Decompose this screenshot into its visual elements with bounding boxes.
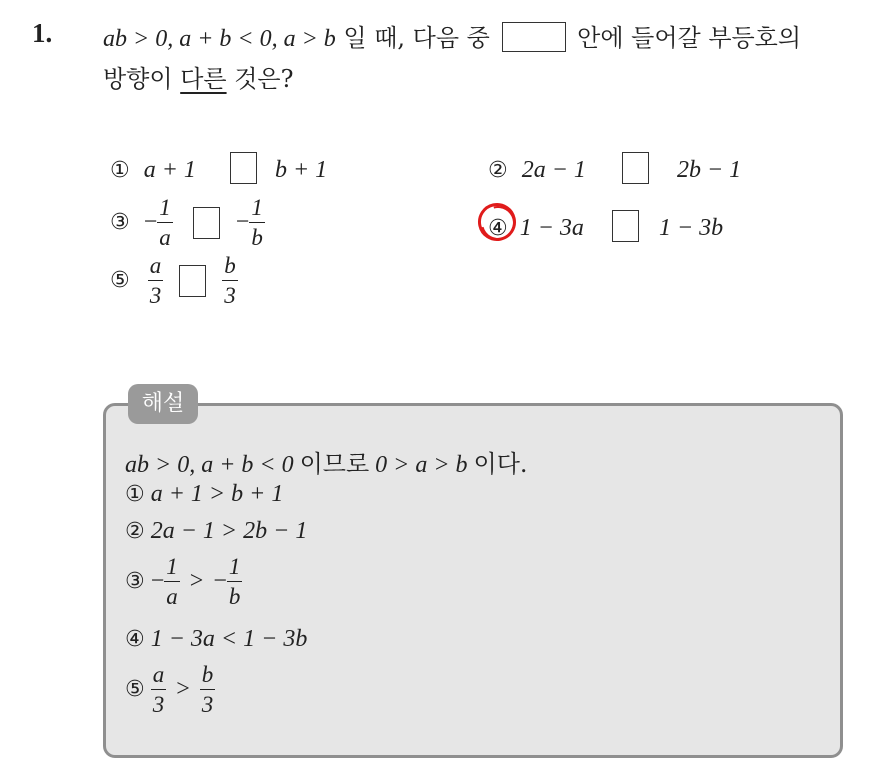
option-right: 1 − 3b [658, 215, 724, 241]
option-blank-box [230, 152, 257, 184]
option-left-fraction [148, 254, 164, 307]
option-left: 1 − 3a [519, 215, 584, 241]
fraction-denominator: 3 [148, 280, 164, 307]
solution-line-1 [125, 481, 283, 508]
option-4[interactable] [488, 210, 723, 242]
question-text-after-box: 안에 들어갈 부등호의 [577, 24, 802, 52]
option-left: a + 1 [143, 157, 196, 183]
option-marker: ⑤ [110, 268, 130, 293]
fraction-numerator: 1 [251, 195, 263, 220]
solution-intro-end: 이다. [473, 450, 528, 478]
option-blank-box [612, 210, 639, 242]
fraction-denominator: 3 [200, 689, 216, 716]
solution-line-3 [125, 555, 242, 608]
question-line2-post: 것은? [234, 65, 294, 93]
solution-fraction-right [227, 555, 243, 608]
option-left-fraction [157, 196, 173, 249]
solution-fraction-right [200, 663, 216, 716]
fraction-numerator: a [152, 662, 165, 687]
solution-line-4 [125, 626, 307, 653]
question-number: 1. [32, 18, 53, 48]
option-right-fraction [249, 196, 265, 249]
fraction-numerator: 1 [228, 554, 241, 579]
solution-marker: ③ [125, 569, 145, 594]
fraction-denominator: b [249, 222, 265, 249]
option-5[interactable] [110, 254, 238, 307]
option-blank-box [193, 207, 220, 239]
solution-fraction-left [151, 663, 167, 716]
answer-blank-box [502, 22, 566, 52]
option-marker: ④ [488, 216, 508, 241]
option-right-sign: − [235, 209, 250, 235]
solution-expr: a + 1 > b + 1 [150, 481, 284, 507]
fraction-numerator: 1 [159, 195, 171, 220]
fraction-denominator: b [227, 581, 243, 608]
fraction-denominator: a [164, 581, 180, 608]
solution-operator: > [189, 568, 204, 594]
option-marker: ① [110, 158, 130, 183]
solution-fraction-left [164, 555, 180, 608]
solution-intro-result: 0 > a > b [375, 452, 468, 478]
question-underlined-word: 다른 [180, 65, 227, 93]
option-right: 2b − 1 [676, 157, 742, 183]
question-line2-pre: 방향이 [103, 65, 173, 93]
solution-intro-mid: 이므로 [299, 450, 370, 478]
option-left: 2a − 1 [521, 157, 586, 183]
option-right-fraction [222, 254, 238, 307]
solution-intro-expr: ab > 0, a + b < 0 [125, 452, 294, 478]
question-line-2 [103, 59, 293, 94]
solution-tag: 해설 [128, 384, 198, 424]
question-text-before-box: 일 때, 다음 중 [343, 24, 490, 52]
question-conditions: ab > 0, a + b < 0, a > b [103, 26, 336, 52]
option-3[interactable] [110, 196, 265, 249]
solution-marker: ⑤ [125, 677, 145, 702]
fraction-denominator: 3 [222, 280, 238, 307]
solution-marker: ④ [125, 627, 145, 652]
option-blank-box [622, 152, 649, 184]
option-marker: ② [488, 158, 508, 183]
option-left-sign: − [143, 209, 158, 235]
option-1[interactable] [110, 152, 327, 184]
fraction-denominator: a [157, 222, 173, 249]
option-right: b + 1 [274, 157, 328, 183]
option-2[interactable] [488, 152, 741, 184]
fraction-numerator: b [224, 253, 236, 278]
fraction-numerator: 1 [166, 554, 178, 579]
solution-line-5 [125, 663, 215, 716]
solution-sign: − [213, 568, 227, 594]
solution-marker: ① [125, 482, 145, 507]
option-marker: ③ [110, 210, 130, 235]
solution-expr: 2a − 1 > 2b − 1 [150, 518, 308, 544]
fraction-denominator: 3 [151, 689, 167, 716]
fraction-numerator: b [201, 662, 214, 687]
question-line-1 [103, 18, 801, 53]
fraction-numerator: a [149, 253, 162, 278]
solution-sign: − [150, 568, 165, 594]
solution-line-2 [125, 518, 307, 545]
option-blank-box [179, 265, 206, 297]
solution-expr: 1 − 3a < 1 − 3b [150, 626, 308, 652]
solution-operator: > [176, 676, 190, 702]
solution-intro [125, 444, 528, 479]
solution-marker: ② [125, 519, 145, 544]
